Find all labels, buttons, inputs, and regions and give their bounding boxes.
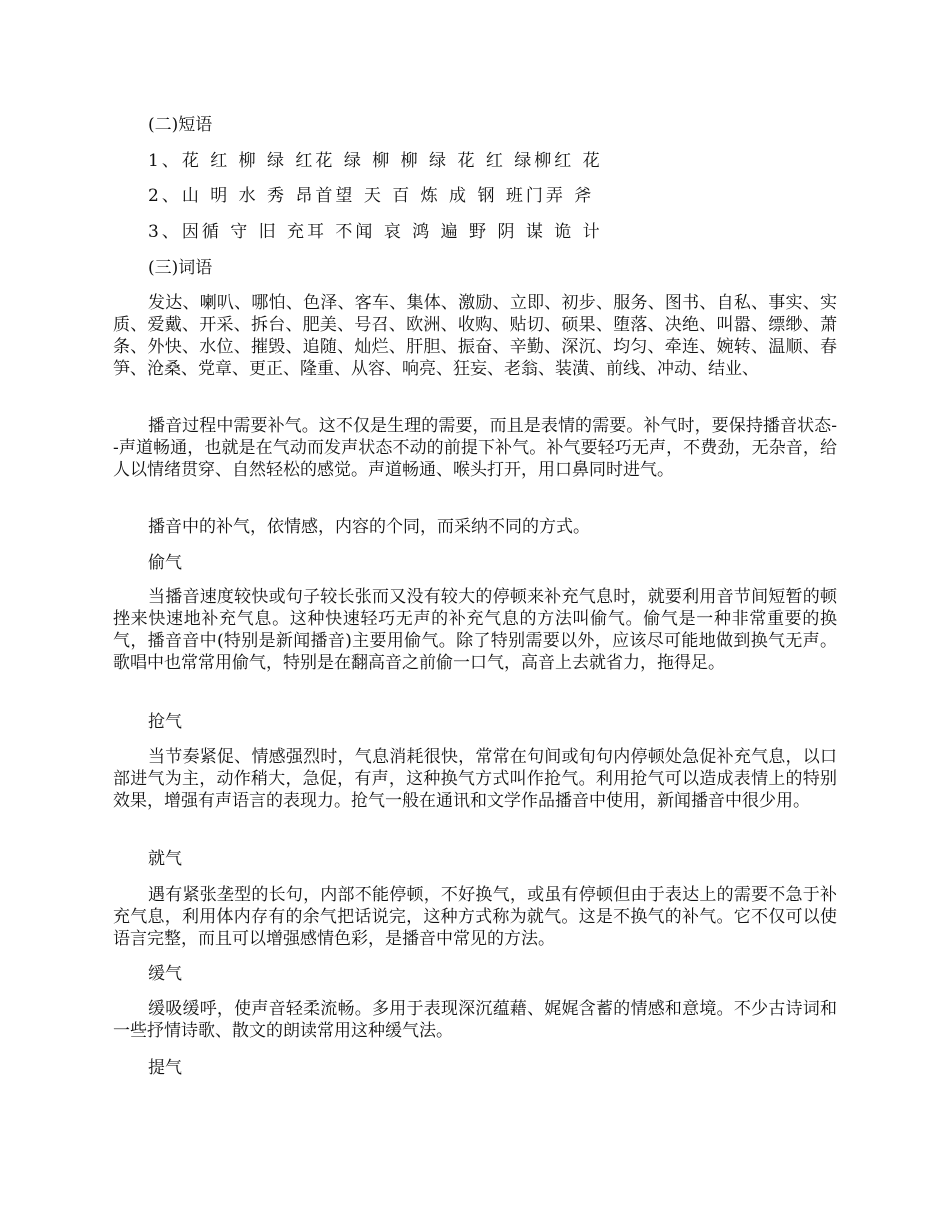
phrase-item-1: 1、花 红 柳 绿 红花 绿 柳 柳 绿 花 红 绿柳红 花 bbox=[148, 151, 603, 171]
heading-qiangqi: 抢气 bbox=[148, 712, 182, 732]
paragraph-qiangqi: 当节奏紧促、情感强烈时，气息消耗很快，常常在句间或旬句内停顿处急促补充气息，以口部进气为主，动作稍大，急促，有声，这种换气方式叫作抢气。利用抢气可以造成表情上的特别效果，增强有声语言的表现力。抢气一般在通讯和文学作品播音中使用，新闻播音中很少用。 bbox=[113, 747, 837, 811]
words-heading: (三)词语 bbox=[148, 258, 213, 278]
paragraph-intro: 播音过程中需要补气。这不仅是生理的需要，而且是表情的需要。补气时，要保持播音状态--声道畅通，也就是在气动而发声状态不动的前提下补气。补气要轻巧无声，不费劲，无杂音，给人以情绪贯穿、自然轻松的感觉。声道畅通、喉头打开，用口鼻同时进气。 bbox=[113, 416, 837, 480]
phrase-item-3: 3、因循 守 旧 充耳 不闻 哀 鸿 遍 野 阴 谋 诡 计 bbox=[148, 222, 603, 242]
paragraph-jiuqi: 遇有紧张垄型的长句，内部不能停顿，不好换气，或虽有停顿但由于表达上的需要不急于补充气息，利用体内存有的余气把话说完，这种方式称为就气。这是不换气的补气。它不仅可以使语言完整，而且可以增强感情色彩，是播音中常见的方法。 bbox=[113, 885, 837, 949]
phrase-item-2: 2、山 明 水 秀 昂首望 天 百 炼 成 钢 班门弄 斧 bbox=[148, 186, 595, 206]
paragraph-methods: 播音中的补气，依情感，内容的个同，而采纳不同的方式。 bbox=[148, 517, 590, 537]
heading-tiqi: 提气 bbox=[148, 1058, 182, 1078]
phrases-heading: (二)短语 bbox=[148, 115, 213, 135]
heading-jiuqi: 就气 bbox=[148, 849, 182, 869]
paragraph-touqi: 当播音速度较快或句子较长张而又没有较大的停顿来补充气息时，就要利用音节间短暂的顿挫来快速地补充气息。这种快速轻巧无声的补充气息的方法叫偷气。偷气是一种非常重要的换气，播音音中(特别是新闻播音)主要用偷气。除了特别需要以外，应该尽可能地做到换气无声。歌唱中也常常用偷气，特别是在翻高音之前偷一口气，高音上去就省力，拖得足。 bbox=[113, 587, 837, 673]
paragraph-huanqi: 缓吸缓呼，使声音轻柔流畅。多用于表现深沉蕴藉、娓娓含蓄的情感和意境。不少古诗词和一些抒情诗歌、散文的朗读常用这种缓气法。 bbox=[113, 999, 837, 1041]
heading-touqi: 偷气 bbox=[148, 553, 182, 573]
heading-huanqi: 缓气 bbox=[148, 964, 182, 984]
words-list: 发达、喇叭、哪怕、色泽、客车、集体、激励、立即、初步、服务、图书、自私、事实、实质、爱戴、开采、拆台、肥美、号召、欧洲、收购、贴切、硕果、堕落、决绝、叫嚣、缥缈、萧条、外快、水位、摧毁、追随、灿烂、肝胆、振奋、辛勤、深沉、均匀、牵连、婉转、温顺、春笋、沧桑、党章、更正、隆重、从容、响亮、狂妄、老翁、装潢、前线、冲动、结业、 bbox=[113, 293, 837, 379]
